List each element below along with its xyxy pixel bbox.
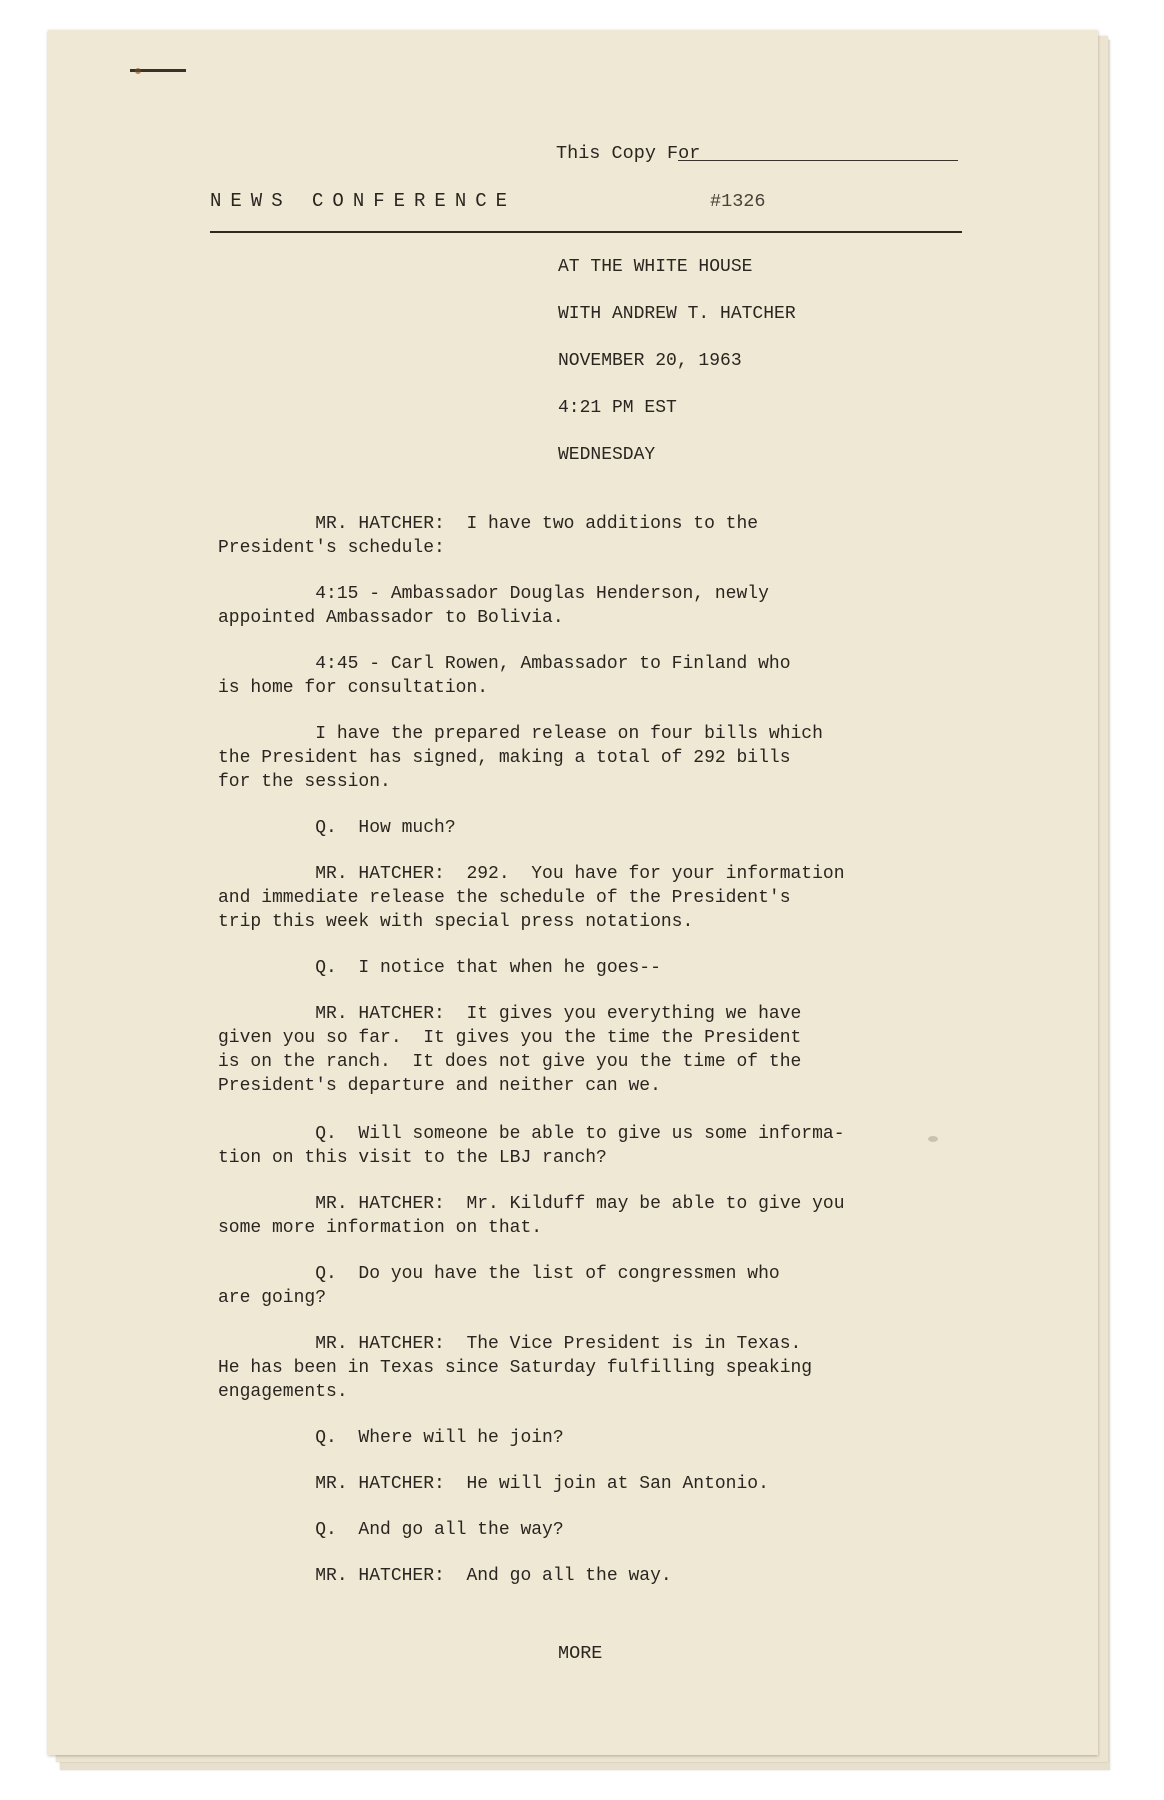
transcript-paragraph: MR. HATCHER: I have two additions to the President's schedule: — [218, 514, 759, 558]
header-divider — [210, 231, 962, 233]
document-page — [48, 30, 1098, 1755]
meta-location: AT THE WHITE HOUSE — [558, 257, 753, 277]
transcript-paragraph: Q. And go all the way? — [218, 1520, 564, 1540]
transcript-paragraph: Q. How much? — [218, 818, 456, 838]
staple-icon — [130, 68, 186, 74]
transcript-paragraph: 4:15 - Ambassador Douglas Henderson, newly appointed Ambassador to Bolivia. — [218, 584, 769, 628]
transcript-paragraph: MR. HATCHER: Mr. Kilduff may be able to give you some more information on that. — [218, 1194, 845, 1238]
transcript-paragraph: Q. Where will he join? — [218, 1428, 564, 1448]
meta-time: 4:21 PM EST — [558, 398, 677, 418]
transcript-paragraph: 4:45 - Carl Rowen, Ambassador to Finland who is home for consultation. — [218, 654, 791, 698]
conference-number: #1326 — [710, 191, 766, 212]
transcript-paragraph: MR. HATCHER: 292. You have for your information and immediate release the schedule of the President's trip this week with special press notations. — [218, 864, 845, 932]
transcript-paragraph: MR. HATCHER: He will join at San Antonio. — [218, 1474, 769, 1494]
meta-date: NOVEMBER 20, 1963 — [558, 351, 742, 371]
transcript-paragraph: Q. Will someone be able to give us some informa- tion on this visit to the LBJ ranch? — [218, 1124, 845, 1168]
meta-day: WEDNESDAY — [558, 445, 656, 465]
transcript-paragraph: Q. I notice that when he goes-- — [218, 958, 661, 978]
more-marker: MORE — [558, 1643, 603, 1664]
transcript-paragraph: MR. HATCHER: It gives you everything we have given you so far. It gives you the time the President is on the ranch. It does not give you the time of the President's departure and neither can we. — [218, 1004, 802, 1096]
ink-smudge — [928, 1136, 938, 1142]
transcript-paragraph: MR. HATCHER: And go all the way. — [218, 1566, 672, 1586]
meta-with: WITH ANDREW T. HATCHER — [558, 304, 796, 324]
transcript-paragraph: I have the prepared release on four bills which the President has signed, making a total of 292 bills for the session. — [218, 724, 823, 792]
transcript-paragraph: MR. HATCHER: The Vice President is in Texas. He has been in Texas since Saturday fulfilling speaking engagements. — [218, 1334, 813, 1402]
copy-for-blank-line — [678, 160, 958, 161]
copy-for-label: This Copy For — [556, 143, 701, 164]
transcript-paragraph: Q. Do you have the list of congressmen who are going? — [218, 1264, 780, 1308]
document-title: NEWS CONFERENCE — [210, 190, 517, 212]
